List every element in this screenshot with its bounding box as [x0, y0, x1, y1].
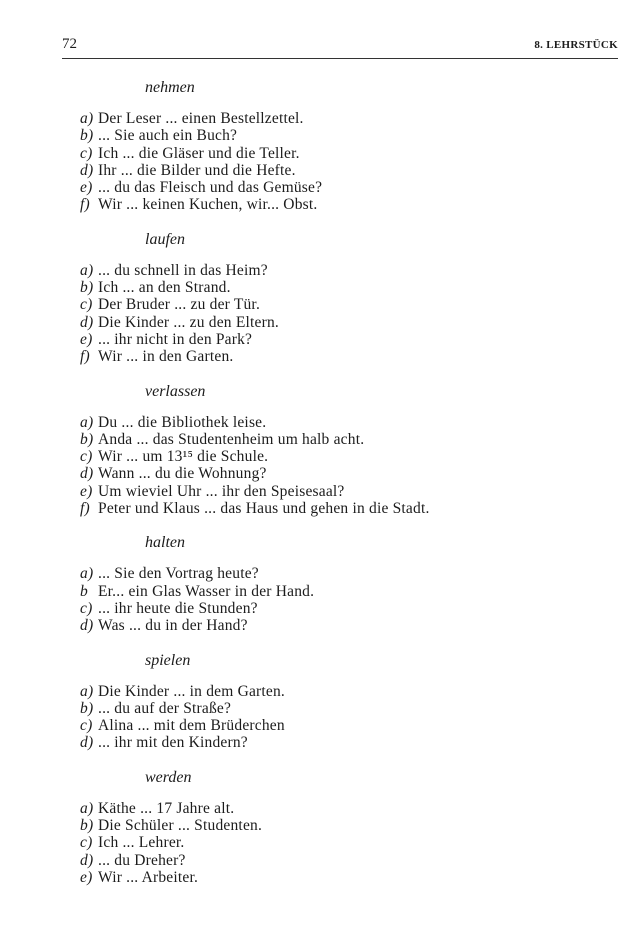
item-sentence: ... Sie auch ein Buch?: [98, 127, 238, 145]
exercise-line: [80, 565, 600, 582]
item-letter: c): [80, 144, 93, 162]
exercise-line: [80, 179, 600, 196]
exercise-line: [80, 431, 600, 448]
item-sentence: Um wieviel Uhr ... ihr den Speisesaal?: [98, 482, 345, 500]
exercise-line: [80, 700, 600, 717]
page-header: [62, 36, 618, 59]
item-letter: e): [80, 179, 93, 197]
exercise-line: [80, 500, 600, 517]
exercise-line: [80, 800, 600, 817]
item-letter: a): [80, 413, 94, 431]
section-verlassen: [80, 382, 600, 518]
section-nehmen: [80, 78, 600, 214]
item-sentence: Die Kinder ... in dem Garten.: [98, 682, 286, 700]
item-sentence: ... du Dreher?: [98, 851, 186, 869]
exercise-line: [80, 852, 600, 869]
item-sentence: ... Sie den Vortrag heute?: [98, 565, 259, 583]
item-letter: f): [80, 196, 90, 214]
section-werden: [80, 768, 600, 886]
exercise-line: [80, 683, 600, 700]
item-letter: b): [80, 699, 94, 717]
item-sentence: ... ihr heute die Stunden?: [98, 599, 258, 617]
item-letter: c): [80, 834, 93, 852]
item-sentence: Wir ... keinen Kuchen, wir... Obst.: [98, 196, 318, 214]
exercise-line: [80, 110, 600, 127]
exercise-content: [80, 78, 600, 886]
item-sentence: ... ihr nicht in den Park?: [98, 330, 253, 348]
exercise-line: [80, 127, 600, 144]
item-sentence: Der Bruder ... zu der Tür.: [98, 296, 261, 314]
exercise-line: [80, 296, 600, 313]
section-halten: [80, 533, 600, 634]
item-letter: f): [80, 500, 90, 518]
verb-heading: nehmen: [145, 79, 195, 96]
item-letter: d): [80, 617, 94, 635]
item-letter: e): [80, 868, 93, 886]
item-sentence: Ich ... an den Strand.: [98, 279, 231, 297]
item-letter: d): [80, 851, 94, 869]
item-sentence: Wir ... Arbeiter.: [98, 868, 199, 886]
page-number: 72: [62, 36, 77, 52]
item-letter: f): [80, 348, 90, 366]
exercise-line: [80, 734, 600, 751]
item-sentence: Ich ... Lehrer.: [98, 834, 185, 852]
item-letter: b): [80, 817, 94, 835]
item-letter: a): [80, 110, 94, 127]
exercise-line: [80, 414, 600, 431]
item-sentence: Wir ... um 13¹⁵ die Schule.: [98, 448, 269, 466]
verb-heading: laufen: [145, 230, 185, 248]
exercise-line: [80, 196, 600, 213]
item-sentence: Der Leser ... einen Bestellzettel.: [98, 110, 304, 127]
item-letter: c): [80, 296, 93, 314]
item-sentence: Peter und Klaus ... das Haus und gehen in die Stadt.: [98, 500, 430, 518]
verb-heading: werden: [145, 768, 192, 786]
item-sentence: Ich ... die Gläser und die Teller.: [98, 144, 300, 162]
item-sentence: Was ... du in der Hand?: [98, 617, 248, 635]
item-letter: a): [80, 682, 94, 700]
item-sentence: ... du schnell in das Heim?: [98, 261, 268, 279]
item-letter: b: [80, 582, 88, 600]
item-sentence: Anda ... das Studentenheim um halb acht.: [98, 430, 365, 448]
exercise-line: [80, 869, 600, 886]
item-letter: b): [80, 127, 94, 145]
exercise-line: [80, 617, 600, 634]
item-letter: b): [80, 279, 94, 297]
item-sentence: ... du das Fleisch und das Gemüse?: [98, 179, 323, 197]
section-laufen: [80, 230, 600, 366]
item-sentence: Die Kinder ... zu den Eltern.: [98, 313, 279, 331]
item-letter: a): [80, 565, 94, 583]
exercise-line: [80, 145, 600, 162]
item-sentence: Käthe ... 17 Jahre alt.: [98, 799, 235, 817]
item-sentence: Er... ein Glas Wasser in der Hand.: [98, 582, 315, 600]
item-letter: d): [80, 161, 94, 179]
item-letter: a): [80, 799, 94, 817]
item-letter: e): [80, 482, 93, 500]
verb-heading: spielen: [145, 651, 191, 669]
exercise-line: [80, 817, 600, 834]
item-letter: c): [80, 599, 93, 617]
item-letter: d): [80, 313, 94, 331]
exercise-line: [80, 314, 600, 331]
verb-heading: halten: [145, 534, 185, 552]
item-letter: e): [80, 330, 93, 348]
item-letter: c): [80, 717, 93, 735]
exercise-line: [80, 279, 600, 296]
item-sentence: Ihr ... die Bilder und die Hefte.: [98, 161, 296, 179]
exercise-line: [80, 483, 600, 500]
exercise-line: [80, 717, 600, 734]
verb-heading: verlassen: [145, 382, 206, 400]
exercise-line: [80, 600, 600, 617]
exercise-line: [80, 262, 600, 279]
item-letter: d): [80, 465, 94, 483]
item-sentence: ... du auf der Straße?: [98, 699, 232, 717]
exercise-line: [80, 162, 600, 179]
exercise-line: [80, 583, 600, 600]
item-letter: a): [80, 261, 94, 279]
exercise-line: [80, 348, 600, 365]
item-sentence: Wann ... du die Wohnung?: [98, 465, 267, 483]
item-letter: b): [80, 430, 94, 448]
item-letter: c): [80, 448, 93, 466]
exercise-line: [80, 834, 600, 851]
chapter-label: 8. LEHRSTÜCK: [534, 39, 618, 51]
exercise-line: [80, 448, 600, 465]
item-letter: d): [80, 734, 94, 752]
item-sentence: Die Schüler ... Studenten.: [98, 817, 263, 835]
exercise-line: [80, 465, 600, 482]
section-spielen: [80, 651, 600, 752]
item-sentence: Alina ... mit dem Brüderchen: [98, 717, 285, 735]
exercise-line: [80, 331, 600, 348]
item-sentence: Du ... die Bibliothek leise.: [98, 413, 267, 431]
item-sentence: Wir ... in den Garten.: [98, 348, 234, 366]
item-sentence: ... ihr mit den Kindern?: [98, 734, 248, 752]
